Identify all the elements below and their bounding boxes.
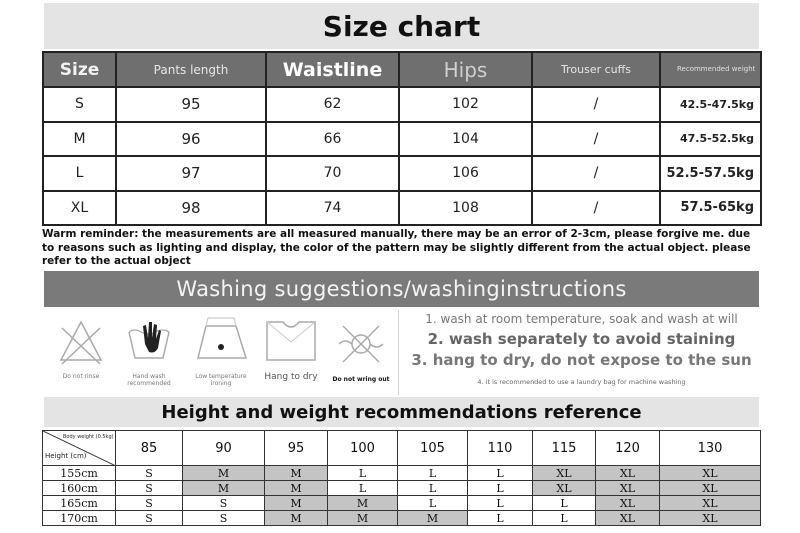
- low-temp-ironing-label: Low temperature ironing: [195, 373, 247, 387]
- header-recommended-weight: Recommended weight: [660, 52, 761, 87]
- height-weight-title-band: [44, 397, 759, 427]
- waistline-cell: 66: [266, 122, 399, 157]
- height-row: [43, 466, 761, 481]
- header-waistline: Waistline: [266, 52, 399, 87]
- size-chart-header-row: [43, 52, 761, 87]
- size-row-s: [43, 87, 761, 122]
- size-recommendation-cell: XL: [596, 511, 660, 526]
- weight-column-header: 115: [533, 431, 596, 466]
- size-recommendation-cell: S: [116, 466, 183, 481]
- size-recommendation-cell: L: [398, 481, 468, 496]
- size-recommendation-cell: XL: [596, 496, 660, 511]
- pants-length-cell: 98: [116, 191, 266, 226]
- size-recommendation-cell: S: [183, 496, 265, 511]
- wash-instruction-2: 2. wash separately to avoid staining: [427, 330, 736, 348]
- size-recommendation-cell: M: [265, 466, 328, 481]
- height-row: [43, 481, 761, 496]
- weight-cell: 52.5-57.5kg: [660, 156, 761, 191]
- waistline-cell: 70: [266, 156, 399, 191]
- size-chart-title: Size chart: [322, 9, 481, 43]
- hips-cell: 108: [399, 191, 532, 226]
- hang-to-dry-icon: [263, 314, 319, 370]
- size-recommendation-cell: L: [328, 466, 398, 481]
- size-recommendation-cell: M: [183, 466, 265, 481]
- hang-to-dry-label: Hang to dry: [264, 372, 318, 382]
- do-not-wring-label: Do not wring out: [332, 376, 390, 383]
- size-recommendation-cell: M: [265, 511, 328, 526]
- size-recommendation-cell: XL: [596, 481, 660, 496]
- weight-column-header: 100: [328, 431, 398, 466]
- weight-cell: 57.5-65kg: [660, 191, 761, 226]
- size-cell: XL: [43, 191, 116, 226]
- weight-column-header: 90: [183, 431, 265, 466]
- size-recommendation-cell: M: [328, 496, 398, 511]
- header-pants-length: Pants length: [116, 52, 266, 87]
- washing-title: Washing suggestions/washinginstructions: [176, 277, 627, 301]
- washing-divider: [398, 310, 399, 395]
- size-recommendation-cell: XL: [533, 481, 596, 496]
- size-chart-table: [42, 51, 762, 226]
- do-not-wring-icon: [333, 314, 389, 370]
- size-cell: S: [43, 87, 116, 122]
- size-recommendation-cell: S: [116, 481, 183, 496]
- hand-wash-icon: [121, 314, 177, 370]
- height-weight-title: Height and weight recommendations reference: [161, 401, 642, 423]
- size-recommendation-cell: M: [265, 496, 328, 511]
- size-recommendation-cell: XL: [596, 466, 660, 481]
- hang-to-dry-item: [256, 310, 326, 395]
- corner-weight-label: Body weight (0.5kg): [63, 434, 114, 440]
- wash-instruction-4: 4. it is recommended to use a laundry bag for machine washing: [477, 378, 686, 386]
- size-recommendation-cell: M: [183, 481, 265, 496]
- size-recommendation-cell: S: [183, 511, 265, 526]
- hips-cell: 106: [399, 156, 532, 191]
- height-cell: 165cm: [43, 496, 116, 511]
- trouser-cuffs-cell: /: [532, 87, 660, 122]
- corner-height-label: Height (cm): [45, 452, 87, 460]
- height-weight-header-row: [43, 431, 761, 466]
- wash-instruction-1: 1. wash at room temperature, soak and wash at will: [425, 312, 738, 326]
- washing-section: [44, 310, 759, 395]
- size-recommendation-cell: S: [116, 496, 183, 511]
- size-cell: L: [43, 156, 116, 191]
- size-recommendation-cell: L: [328, 481, 398, 496]
- size-recommendation-cell: M: [328, 511, 398, 526]
- size-recommendation-cell: L: [533, 511, 596, 526]
- size-recommendation-cell: L: [468, 481, 533, 496]
- no-rinse-icon: [56, 314, 106, 370]
- height-row: [43, 511, 761, 526]
- washing-title-band: [44, 271, 759, 307]
- size-recommendation-cell: M: [398, 511, 468, 526]
- trouser-cuffs-cell: /: [532, 156, 660, 191]
- pants-length-cell: 97: [116, 156, 266, 191]
- size-recommendation-cell: L: [468, 496, 533, 511]
- size-recommendation-cell: L: [468, 466, 533, 481]
- weight-column-header: 95: [265, 431, 328, 466]
- height-weight-corner: [43, 431, 116, 466]
- warm-reminder-text: Warm reminder: the measurements are all measured manually, there may be an error of 2-3cm, please forgive me. due to reasons such as lighting and display, the color of the pattern may be slightly different from the actual object. please refer to the actual object: [42, 228, 751, 267]
- height-weight-table: [42, 430, 761, 526]
- low-temp-ironing-item: [186, 310, 256, 395]
- waistline-cell: 74: [266, 191, 399, 226]
- size-recommendation-cell: XL: [660, 466, 761, 481]
- size-recommendation-cell: XL: [660, 511, 761, 526]
- hips-cell: 102: [399, 87, 532, 122]
- header-hips: Hips: [399, 52, 532, 87]
- trouser-cuffs-cell: /: [532, 191, 660, 226]
- trouser-cuffs-cell: /: [532, 122, 660, 157]
- size-row-m: [43, 122, 761, 157]
- height-cell: 155cm: [43, 466, 116, 481]
- size-recommendation-cell: L: [398, 496, 468, 511]
- height-row: [43, 496, 761, 511]
- size-chart-title-band: [44, 3, 759, 49]
- size-row-xl: [43, 191, 761, 226]
- size-recommendation-cell: L: [398, 466, 468, 481]
- height-cell: 160cm: [43, 481, 116, 496]
- low-temperature-ironing-icon: [188, 314, 254, 370]
- size-recommendation-cell: XL: [660, 496, 761, 511]
- hand-wash-item: [114, 310, 184, 395]
- size-row-l: [43, 156, 761, 191]
- pants-length-cell: 95: [116, 87, 266, 122]
- size-recommendation-cell: XL: [660, 481, 761, 496]
- weight-column-header: 130: [660, 431, 761, 466]
- no-rinse-item: [46, 310, 116, 395]
- header-trouser-cuffs: Trouser cuffs: [532, 52, 660, 87]
- no-rinse-label: Do not rinse: [62, 373, 100, 380]
- do-not-wring-item: [326, 310, 396, 395]
- size-recommendation-cell: M: [265, 481, 328, 496]
- hand-wash-label: Hand wash recommended: [127, 373, 171, 387]
- weight-column-header: 120: [596, 431, 660, 466]
- size-recommendation-cell: S: [116, 511, 183, 526]
- weight-cell: 42.5-47.5kg: [660, 87, 761, 122]
- weight-column-header: 85: [116, 431, 183, 466]
- header-size: Size: [43, 52, 116, 87]
- pants-length-cell: 96: [116, 122, 266, 157]
- wash-instruction-3: 3. hang to dry, do not expose to the sun: [411, 351, 752, 369]
- weight-cell: 47.5-52.5kg: [660, 122, 761, 157]
- size-recommendation-cell: L: [468, 511, 533, 526]
- size-recommendation-cell: XL: [533, 466, 596, 481]
- weight-column-header: 105: [398, 431, 468, 466]
- hips-cell: 104: [399, 122, 532, 157]
- waistline-cell: 62: [266, 87, 399, 122]
- size-recommendation-cell: L: [533, 496, 596, 511]
- height-cell: 170cm: [43, 511, 116, 526]
- size-cell: M: [43, 122, 116, 157]
- weight-column-header: 110: [468, 431, 533, 466]
